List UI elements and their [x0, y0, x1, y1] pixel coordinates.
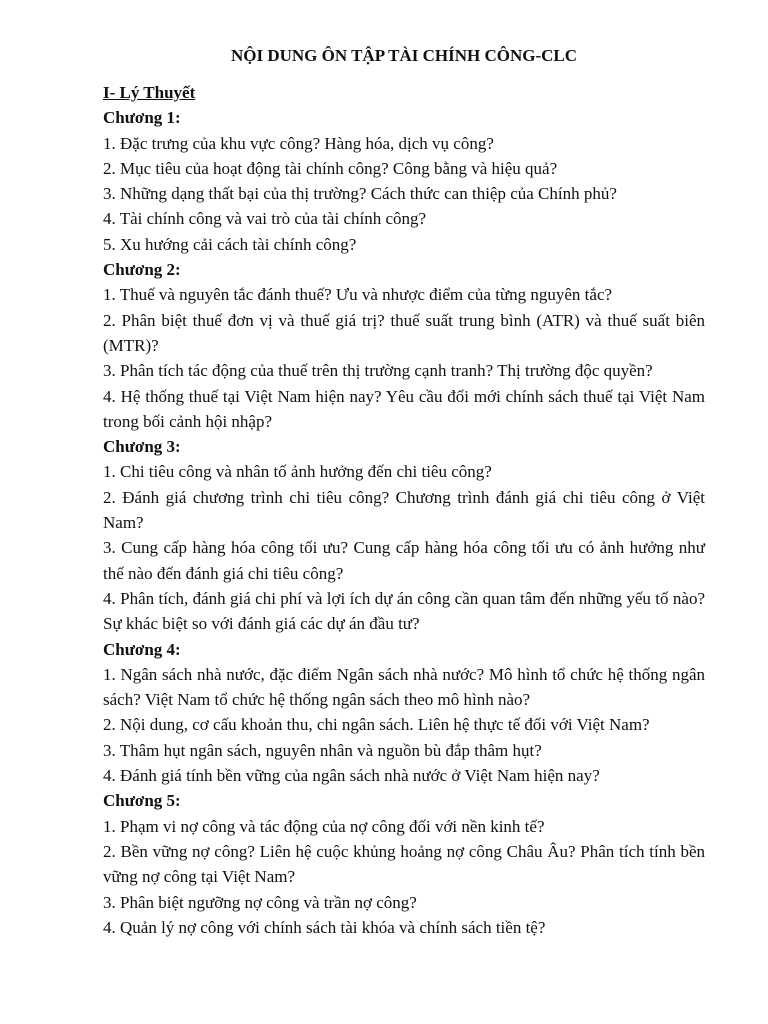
question-item: 3. Phân biệt ngưỡng nợ công và trần nợ công? — [103, 892, 417, 912]
question-item: 1. Thuế và nguyên tắc đánh thuế? Ưu và nhược điểm của từng nguyên tắc? — [103, 285, 613, 305]
question-item: 2. Nội dung, cơ cấu khoản thu, chi ngân sách. Liên hệ thực tế đối với Việt Nam? — [103, 715, 650, 735]
question-item: 4. Phân tích, đánh giá chi phí và lợi ích dự án công cần quan tâm đến những yếu tố nào? Sự khác biệt so với đánh giá các dự án đầu tư? — [103, 588, 705, 634]
question-item: 4. Hệ thống thuế tại Việt Nam hiện nay? Yêu cầu đổi mới chính sách thuế tại Việt Nam trong bối cảnh hội nhập? — [103, 386, 705, 431]
question-item: 4. Đánh giá tính bền vững của ngân sách nhà nước ở Việt Nam hiện nay? — [103, 766, 600, 786]
chapter-1 — [103, 105, 705, 257]
question-item: 1. Ngân sách nhà nước, đặc điểm Ngân sách nhà nước? Mô hình tổ chức hệ thống ngân sách? Việt Nam tổ chức hệ thống ngân sách theo mô hình nào? — [103, 664, 705, 710]
chapter-4 — [103, 637, 705, 789]
question-item: 1. Chi tiêu công và nhân tố ảnh hưởng đến chi tiêu công? — [103, 462, 492, 482]
chapter-5 — [103, 788, 705, 940]
question-item: 1. Phạm vi nợ công và tác động của nợ công đối với nền kinh tế? — [103, 816, 545, 836]
chapter-heading: Chương 1: — [103, 108, 181, 128]
question-item: 2. Mục tiêu của hoạt động tài chính công? Công bằng và hiệu quả? — [103, 158, 558, 178]
chapter-heading: Chương 4: — [103, 639, 181, 659]
question-item: 3. Thâm hụt ngân sách, nguyên nhân và nguồn bù đắp thâm hụt? — [103, 740, 542, 760]
question-item: 2. Bền vững nợ công? Liên hệ cuộc khủng hoảng nợ công Châu Âu? Phân tích tính bền vững nợ công tại Việt Nam? — [103, 841, 705, 887]
question-item: 2. Phân biệt thuế đơn vị và thuế giá trị? thuế suất trung bình (ATR) và thuế suất biên (MTR)? — [103, 310, 705, 355]
question-item: 4. Tài chính công và vai trò của tài chính công? — [103, 209, 427, 229]
question-item: 1. Đặc trưng của khu vực công? Hàng hóa, dịch vụ công? — [103, 133, 494, 153]
question-item: 5. Xu hướng cải cách tài chính công? — [103, 234, 357, 254]
chapter-2 — [103, 257, 705, 434]
section-heading-theory: I- Lý Thuyết — [103, 83, 196, 102]
question-item: 3. Phân tích tác động của thuế trên thị trường cạnh tranh? Thị trường độc quyền? — [103, 361, 653, 381]
question-item: 2. Đánh giá chương trình chi tiêu công? Chương trình đánh giá chi tiêu công ở Việt Nam? — [103, 487, 705, 533]
chapter-heading: Chương 5: — [103, 791, 181, 811]
question-item: 3. Những dạng thất bại của thị trường? Cách thức can thiệp của Chính phủ? — [103, 184, 617, 204]
document-title: NỘI DUNG ÔN TẬP TÀI CHÍNH CÔNG-CLC — [230, 46, 578, 65]
chapter-heading: Chương 2: — [103, 260, 181, 280]
chapter-heading: Chương 3: — [103, 437, 181, 457]
chapter-list — [103, 105, 705, 940]
question-item: 4. Quản lý nợ công với chính sách tài khóa và chính sách tiền tệ? — [103, 917, 546, 937]
chapter-3 — [103, 434, 705, 636]
question-item: 3. Cung cấp hàng hóa công tối ưu? Cung cấp hàng hóa công tối ưu có ảnh hưởng như thế nào đến đánh giá chi tiêu công? — [103, 538, 705, 583]
